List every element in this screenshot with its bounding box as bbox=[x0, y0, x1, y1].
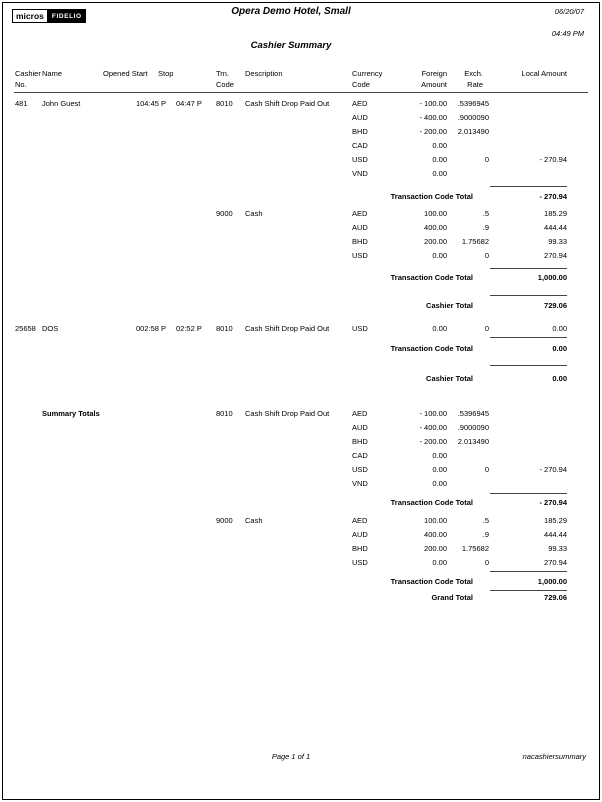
local-amount-cell: 185.29 bbox=[544, 516, 567, 525]
foreign-amount-cell: - 100.00 bbox=[419, 99, 447, 108]
currency-row bbox=[0, 223, 602, 235]
transaction-total-row bbox=[0, 273, 602, 285]
exch-rate-cell: 1.75682 bbox=[461, 544, 489, 553]
foreign-amount-cell: - 200.00 bbox=[419, 127, 447, 136]
total-rule bbox=[490, 337, 567, 338]
local-amount-cell: 99.33 bbox=[548, 544, 567, 553]
col-trn: Trn. bbox=[216, 69, 230, 78]
currency-row bbox=[0, 324, 602, 336]
logo-fidelio-text: FIDELIO bbox=[48, 9, 86, 23]
currency-row bbox=[0, 113, 602, 125]
exch-rate-cell: .5396945 bbox=[457, 409, 489, 418]
currency-cell: USD bbox=[352, 465, 368, 474]
cashier-no-cell: 481 bbox=[15, 99, 28, 108]
currency-row bbox=[0, 465, 602, 477]
transaction-total-label: Transaction Code Total bbox=[390, 273, 473, 282]
exch-rate-cell: 0 bbox=[484, 465, 489, 474]
transaction-total-value: 0.00 bbox=[552, 344, 567, 353]
foreign-amount-cell: 0.00 bbox=[432, 169, 447, 178]
currency-cell: BHD bbox=[352, 237, 368, 246]
stop-cell: 04:47 P bbox=[176, 99, 202, 108]
foreign-amount-cell: 0.00 bbox=[432, 479, 447, 488]
currency-cell: AUD bbox=[352, 423, 368, 432]
foreign-amount-cell: 0.00 bbox=[432, 324, 447, 333]
trn-code-cell: 8010 bbox=[216, 99, 233, 108]
currency-cell: AED bbox=[352, 99, 368, 108]
currency-cell: AED bbox=[352, 209, 368, 218]
description-cell: Cash Shift Drop Paid Out bbox=[245, 99, 330, 108]
cashier-name-cell: John Guest bbox=[42, 99, 81, 108]
transaction-total-value: 1,000.00 bbox=[537, 577, 567, 586]
col-local-amount: Local Amount bbox=[521, 69, 567, 78]
currency-row bbox=[0, 251, 602, 263]
currency-row bbox=[0, 155, 602, 167]
exch-rate-cell: 2.013490 bbox=[457, 127, 489, 136]
foreign-amount-cell: 0.00 bbox=[432, 141, 447, 150]
local-amount-cell: 270.94 bbox=[544, 251, 567, 260]
exch-rate-cell: .9000090 bbox=[457, 423, 489, 432]
foreign-amount-cell: - 400.00 bbox=[419, 113, 447, 122]
transaction-total-row bbox=[0, 192, 602, 204]
report-file-name: nacashiersummary bbox=[522, 752, 586, 761]
cashier-no-cell: 25658 bbox=[15, 324, 36, 333]
col-currency-code: Code bbox=[352, 80, 370, 89]
currency-cell: USD bbox=[352, 558, 368, 567]
cashier-total-row bbox=[0, 374, 602, 386]
total-rule bbox=[490, 493, 567, 494]
description-cell: Cash Shift Drop Paid Out bbox=[245, 409, 330, 418]
currency-cell: AUD bbox=[352, 223, 368, 232]
foreign-amount-cell: 0.00 bbox=[432, 558, 447, 567]
hotel-title: Opera Demo Hotel, Small bbox=[231, 6, 351, 17]
col-exch-rate: Rate bbox=[467, 80, 483, 89]
exch-rate-cell: .9000090 bbox=[457, 113, 489, 122]
cashier-total-value: 0.00 bbox=[552, 374, 567, 383]
exch-rate-cell: 1.75682 bbox=[461, 237, 489, 246]
opened-start-cell: 104:45 P bbox=[135, 99, 166, 108]
exch-rate-cell: .5396945 bbox=[457, 99, 489, 108]
currency-cell: USD bbox=[352, 324, 368, 333]
currency-cell: AED bbox=[352, 516, 368, 525]
description-cell: Cash bbox=[245, 209, 263, 218]
description-cell: Cash bbox=[245, 516, 263, 525]
col-name: Name bbox=[42, 69, 63, 78]
currency-cell: AED bbox=[352, 409, 368, 418]
total-rule bbox=[490, 186, 567, 187]
foreign-amount-cell: 200.00 bbox=[424, 544, 447, 553]
currency-cell: BHD bbox=[352, 437, 368, 446]
total-rule bbox=[490, 571, 567, 572]
local-amount-cell: 444.44 bbox=[544, 223, 567, 232]
currency-row bbox=[0, 437, 602, 449]
foreign-amount-cell: - 100.00 bbox=[419, 409, 447, 418]
total-rule bbox=[490, 268, 567, 269]
transaction-total-label: Transaction Code Total bbox=[390, 344, 473, 353]
currency-cell: BHD bbox=[352, 544, 368, 553]
report-time: 04:49 PM bbox=[551, 29, 584, 38]
transaction-total-row bbox=[0, 344, 602, 356]
foreign-amount-cell: 0.00 bbox=[432, 465, 447, 474]
currency-row bbox=[0, 209, 602, 221]
currency-row bbox=[0, 479, 602, 491]
page-number: Page 1 of 1 bbox=[271, 752, 311, 761]
currency-cell: VND bbox=[352, 169, 368, 178]
cashier-total-value: 729.06 bbox=[544, 301, 567, 310]
transaction-total-row bbox=[0, 498, 602, 510]
summary-header-row bbox=[0, 409, 602, 421]
cashier-total-row bbox=[0, 301, 602, 313]
currency-row bbox=[0, 237, 602, 249]
trn-code-cell: 8010 bbox=[216, 324, 233, 333]
foreign-amount-cell: 400.00 bbox=[424, 223, 447, 232]
cashier-total-label: Cashier Total bbox=[426, 301, 473, 310]
total-rule bbox=[490, 295, 567, 296]
col-stop: Stop bbox=[158, 69, 174, 78]
col-cashier-no: No. bbox=[15, 80, 27, 89]
foreign-amount-cell: 100.00 bbox=[424, 209, 447, 218]
exch-rate-cell: .5 bbox=[482, 516, 489, 525]
local-amount-cell: 99.33 bbox=[548, 237, 567, 246]
currency-cell: BHD bbox=[352, 127, 368, 136]
transaction-total-label: Transaction Code Total bbox=[390, 192, 473, 201]
col-description: Description bbox=[245, 69, 283, 78]
currency-cell: CAD bbox=[352, 141, 368, 150]
foreign-amount-cell: - 400.00 bbox=[419, 423, 447, 432]
col-opened-start: Opened Start bbox=[103, 69, 148, 78]
col-exch: Exch. bbox=[464, 69, 483, 78]
trn-code-cell: 9000 bbox=[216, 516, 233, 525]
transaction-total-value: - 270.94 bbox=[539, 498, 567, 507]
trn-code-cell: 8010 bbox=[216, 409, 233, 418]
transaction-total-row bbox=[0, 577, 602, 589]
currency-cell: AUD bbox=[352, 530, 368, 539]
exch-rate-cell: 0 bbox=[484, 155, 489, 164]
local-amount-cell: - 270.94 bbox=[539, 465, 567, 474]
description-cell: Cash Shift Drop Paid Out bbox=[245, 324, 330, 333]
opened-start-cell: 002:58 P bbox=[135, 324, 166, 333]
grand-total-value: 729.06 bbox=[544, 593, 567, 602]
currency-row bbox=[0, 451, 602, 463]
col-foreign-amount: Amount bbox=[421, 80, 447, 89]
foreign-amount-cell: 0.00 bbox=[432, 451, 447, 460]
local-amount-cell: 185.29 bbox=[544, 209, 567, 218]
currency-row bbox=[0, 141, 602, 153]
col-cashier: Cashier bbox=[15, 69, 41, 78]
currency-row bbox=[0, 558, 602, 570]
currency-cell: AUD bbox=[352, 113, 368, 122]
foreign-amount-cell: 200.00 bbox=[424, 237, 447, 246]
foreign-amount-cell: 400.00 bbox=[424, 530, 447, 539]
cashier-total-label: Cashier Total bbox=[426, 374, 473, 383]
currency-row bbox=[0, 423, 602, 435]
exch-rate-cell: .5 bbox=[482, 209, 489, 218]
currency-cell: USD bbox=[352, 155, 368, 164]
exch-rate-cell: .9 bbox=[482, 223, 489, 232]
transaction-total-label: Transaction Code Total bbox=[390, 498, 473, 507]
currency-cell: USD bbox=[352, 251, 368, 260]
header-rule bbox=[14, 92, 588, 93]
local-amount-cell: 270.94 bbox=[544, 558, 567, 567]
currency-row bbox=[0, 99, 602, 111]
foreign-amount-cell: 0.00 bbox=[432, 155, 447, 164]
total-rule bbox=[490, 365, 567, 366]
currency-row bbox=[0, 544, 602, 556]
currency-row bbox=[0, 169, 602, 181]
stop-cell: 02:52 P bbox=[176, 324, 202, 333]
currency-row bbox=[0, 530, 602, 542]
local-amount-cell: - 270.94 bbox=[539, 155, 567, 164]
transaction-total-value: 1,000.00 bbox=[537, 273, 567, 282]
logo-micros-text: micros bbox=[12, 9, 48, 23]
currency-cell: CAD bbox=[352, 451, 368, 460]
summary-totals-label: Summary Totals bbox=[42, 409, 100, 418]
currency-row bbox=[0, 516, 602, 528]
foreign-amount-cell: 0.00 bbox=[432, 251, 447, 260]
total-rule bbox=[490, 590, 567, 591]
report-title: Cashier Summary bbox=[250, 40, 332, 51]
trn-code-cell: 9000 bbox=[216, 209, 233, 218]
col-currency: Currency bbox=[352, 69, 383, 78]
cashier-name-cell: DOS bbox=[42, 324, 59, 333]
exch-rate-cell: 0 bbox=[484, 324, 489, 333]
currency-cell: VND bbox=[352, 479, 368, 488]
local-amount-cell: 444.44 bbox=[544, 530, 567, 539]
grand-total-label: Grand Total bbox=[431, 593, 473, 602]
report-date: 06/20/07 bbox=[554, 7, 584, 16]
col-trn-code: Code bbox=[216, 80, 234, 89]
foreign-amount-cell: - 200.00 bbox=[419, 437, 447, 446]
col-foreign: Foreign bbox=[421, 69, 447, 78]
exch-rate-cell: 0 bbox=[484, 558, 489, 567]
currency-row bbox=[0, 127, 602, 139]
transaction-total-value: - 270.94 bbox=[539, 192, 567, 201]
exch-rate-cell: .9 bbox=[482, 530, 489, 539]
exch-rate-cell: 0 bbox=[484, 251, 489, 260]
local-amount-cell: 0.00 bbox=[552, 324, 567, 333]
grand-total-row bbox=[0, 593, 602, 605]
transaction-total-label: Transaction Code Total bbox=[390, 577, 473, 586]
exch-rate-cell: 2.013490 bbox=[457, 437, 489, 446]
foreign-amount-cell: 100.00 bbox=[424, 516, 447, 525]
